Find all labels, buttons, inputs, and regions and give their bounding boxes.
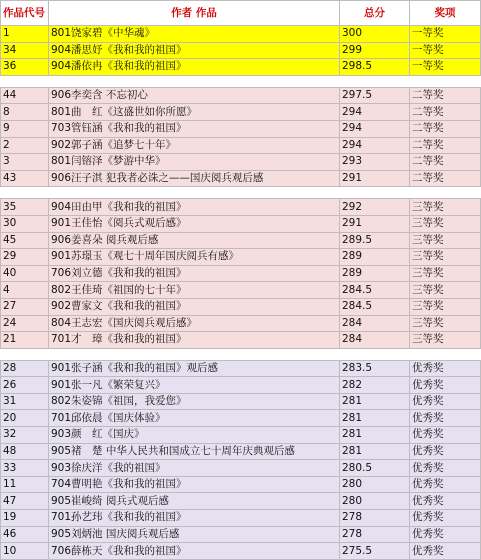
cell-award[interactable]: 优秀奖 [410,393,481,410]
separator-cell [49,348,340,360]
cell-award[interactable]: 三等奖 [410,232,481,249]
cell-title[interactable]: 802王佳琦《祖国的七十年》 [49,282,340,299]
separator-cell [1,75,49,87]
cell-title[interactable]: 706薛栋天《我和我的祖国》 [49,543,340,560]
cell-award[interactable]: 优秀奖 [410,543,481,560]
separator-cell [410,75,481,87]
results-table-body [1,1,481,560]
cell-id[interactable]: 1 [1,26,49,43]
group-separator [1,187,481,199]
cell-id[interactable]: 8 [1,104,49,121]
cell-score[interactable]: 284 [340,332,410,349]
group-separator [1,75,481,87]
cell-award[interactable]: 三等奖 [410,298,481,315]
cell-score[interactable]: 282 [340,377,410,394]
cell-score[interactable]: 300 [340,26,410,43]
table-row [1,154,481,171]
cell-id[interactable]: 48 [1,443,49,460]
table-row [1,393,481,410]
table-row [1,282,481,299]
cell-title[interactable]: 701才 璋《我和我的祖国》 [49,332,340,349]
cell-id[interactable]: 45 [1,232,49,249]
group-separator [1,348,481,360]
separator-cell [340,75,410,87]
table-row [1,104,481,121]
table-row [1,510,481,527]
cell-score[interactable]: 275.5 [340,543,410,560]
table-row [1,42,481,59]
cell-title[interactable]: 905崔峻绮 阅兵式观后感 [49,493,340,510]
cell-id[interactable]: 21 [1,332,49,349]
cell-id[interactable]: 32 [1,427,49,444]
table-row [1,315,481,332]
cell-score[interactable]: 289 [340,265,410,282]
cell-award[interactable]: 三等奖 [410,332,481,349]
cell-score[interactable]: 294 [340,120,410,137]
table-row [1,377,481,394]
cell-title[interactable]: 801曲 红《这盛世如你所愿》 [49,104,340,121]
separator-cell [49,187,340,199]
cell-id[interactable]: 2 [1,137,49,154]
cell-award[interactable]: 优秀奖 [410,410,481,427]
cell-title[interactable]: 701孙艺玮《我和我的祖国》 [49,510,340,527]
cell-id[interactable]: 43 [1,170,49,187]
cell-id[interactable]: 24 [1,315,49,332]
cell-award[interactable]: 二等奖 [410,120,481,137]
cell-award[interactable]: 优秀奖 [410,360,481,377]
cell-award[interactable]: 二等奖 [410,154,481,171]
table-row [1,215,481,232]
cell-award[interactable]: 优秀奖 [410,526,481,543]
cell-id[interactable]: 44 [1,87,49,104]
header-id[interactable]: 作品代号 [1,1,49,26]
separator-cell [1,348,49,360]
cell-title[interactable]: 904潘思妤《我和我的祖国》 [49,42,340,59]
cell-award[interactable]: 二等奖 [410,104,481,121]
cell-award[interactable]: 三等奖 [410,249,481,266]
table-row [1,543,481,560]
header-score[interactable]: 总分 [340,1,410,26]
cell-award[interactable]: 优秀奖 [410,510,481,527]
cell-award[interactable]: 优秀奖 [410,460,481,477]
cell-score[interactable]: 289.5 [340,232,410,249]
cell-award[interactable]: 二等奖 [410,170,481,187]
cell-id[interactable]: 28 [1,360,49,377]
cell-award[interactable]: 三等奖 [410,282,481,299]
separator-cell [410,348,481,360]
cell-id[interactable]: 35 [1,199,49,216]
cell-title[interactable]: 904田由甲《我和我的祖国》 [49,199,340,216]
cell-score[interactable]: 284.5 [340,282,410,299]
cell-award[interactable]: 三等奖 [410,199,481,216]
cell-id[interactable]: 3 [1,154,49,171]
cell-title[interactable]: 801闫镕泽《梦游中华》 [49,154,340,171]
cell-score[interactable]: 293 [340,154,410,171]
table-row [1,199,481,216]
cell-award[interactable]: 三等奖 [410,215,481,232]
cell-title[interactable]: 704曹明艳《我和我的祖国》 [49,476,340,493]
table-row [1,460,481,477]
cell-title[interactable]: 802朱姿锦《祖国，我爱您》 [49,393,340,410]
cell-award[interactable]: 一等奖 [410,59,481,76]
cell-title[interactable]: 801饶家碧《中华魂》 [49,26,340,43]
cell-id[interactable]: 31 [1,393,49,410]
cell-title[interactable]: 901苏璟玉《观七十周年国庆阅兵有感》 [49,249,340,266]
cell-award[interactable]: 一等奖 [410,42,481,59]
cell-id[interactable]: 4 [1,282,49,299]
table-row [1,427,481,444]
cell-id[interactable]: 26 [1,377,49,394]
table-row [1,526,481,543]
cell-title[interactable]: 902曹家文《我和我的祖国》 [49,298,340,315]
table-row [1,26,481,43]
cell-title[interactable]: 906李奕含 不忘初心 [49,87,340,104]
cell-title[interactable]: 706刘立德《我和我的祖国》 [49,265,340,282]
cell-score[interactable]: 291 [340,170,410,187]
cell-score[interactable]: 297.5 [340,87,410,104]
cell-title[interactable]: 904潘依冉《我和我的祖国》 [49,59,340,76]
cell-award[interactable]: 二等奖 [410,137,481,154]
cell-title[interactable]: 901王佳怡《阅兵式观后感》 [49,215,340,232]
cell-score[interactable]: 283.5 [340,360,410,377]
cell-id[interactable]: 27 [1,298,49,315]
cell-score[interactable]: 281 [340,410,410,427]
cell-id[interactable]: 29 [1,249,49,266]
table-row [1,410,481,427]
cell-score[interactable]: 291 [340,215,410,232]
separator-cell [340,348,410,360]
header-award[interactable]: 奖项 [410,1,481,26]
table-row [1,360,481,377]
separator-cell [410,187,481,199]
cell-score[interactable]: 280 [340,476,410,493]
table-row [1,137,481,154]
cell-title[interactable]: 906汪子淇 犯我者必诛之——国庆阅兵观后感 [49,170,340,187]
cell-score[interactable]: 284 [340,315,410,332]
cell-score[interactable]: 298.5 [340,59,410,76]
cell-award[interactable]: 优秀奖 [410,493,481,510]
cell-title[interactable]: 905褚 楚 中华人民共和国成立七十周年庆典观后感 [49,443,340,460]
table-row [1,265,481,282]
cell-title[interactable]: 902郭子涵《追梦七十年》 [49,137,340,154]
cell-score[interactable]: 281 [340,393,410,410]
cell-title[interactable]: 903颜 红《国庆》 [49,427,340,444]
cell-id[interactable]: 36 [1,59,49,76]
header-title[interactable]: 作者 作品 [49,1,340,26]
cell-title[interactable]: 701邱依晨《国庆体验》 [49,410,340,427]
table-row [1,59,481,76]
table-row [1,232,481,249]
cell-title[interactable]: 901张一凡《繁荣复兴》 [49,377,340,394]
cell-title[interactable]: 901张子涵《我和我的祖国》观后感 [49,360,340,377]
table-row [1,170,481,187]
separator-cell [1,187,49,199]
table-row [1,249,481,266]
cell-id[interactable]: 10 [1,543,49,560]
cell-id[interactable]: 46 [1,526,49,543]
cell-award[interactable]: 二等奖 [410,87,481,104]
cell-award[interactable]: 优秀奖 [410,476,481,493]
cell-title[interactable]: 703管钰涵《我和我的祖国》 [49,120,340,137]
cell-score[interactable]: 281 [340,427,410,444]
cell-title[interactable]: 906姜喜朵 阅兵观后感 [49,232,340,249]
cell-score[interactable]: 280.5 [340,460,410,477]
cell-score[interactable]: 278 [340,526,410,543]
cell-id[interactable]: 47 [1,493,49,510]
cell-id[interactable]: 40 [1,265,49,282]
cell-id[interactable]: 34 [1,42,49,59]
cell-title[interactable]: 903徐庆洋《我的祖国》 [49,460,340,477]
cell-award[interactable]: 优秀奖 [410,427,481,444]
cell-title[interactable]: 905刘炳池 国庆阅兵观后感 [49,526,340,543]
cell-id[interactable]: 33 [1,460,49,477]
header-row [1,1,481,26]
cell-award[interactable]: 三等奖 [410,265,481,282]
cell-award[interactable]: 优秀奖 [410,377,481,394]
cell-score[interactable]: 284.5 [340,298,410,315]
table-row [1,493,481,510]
cell-id[interactable]: 19 [1,510,49,527]
cell-score[interactable]: 278 [340,510,410,527]
cell-score[interactable]: 294 [340,137,410,154]
cell-score[interactable]: 294 [340,104,410,121]
cell-id[interactable]: 30 [1,215,49,232]
cell-id[interactable]: 9 [1,120,49,137]
cell-award[interactable]: 一等奖 [410,26,481,43]
separator-cell [49,75,340,87]
cell-title[interactable]: 804王志宏《国庆阅兵观后感》 [49,315,340,332]
cell-award[interactable]: 优秀奖 [410,443,481,460]
cell-award[interactable]: 三等奖 [410,315,481,332]
cell-id[interactable]: 11 [1,476,49,493]
separator-cell [340,187,410,199]
cell-score[interactable]: 280 [340,493,410,510]
cell-score[interactable]: 299 [340,42,410,59]
table-row [1,476,481,493]
table-row [1,120,481,137]
table-row [1,443,481,460]
table-row [1,332,481,349]
cell-id[interactable]: 20 [1,410,49,427]
cell-score[interactable]: 281 [340,443,410,460]
table-row [1,298,481,315]
cell-score[interactable]: 292 [340,199,410,216]
cell-score[interactable]: 289 [340,249,410,266]
table-row [1,87,481,104]
